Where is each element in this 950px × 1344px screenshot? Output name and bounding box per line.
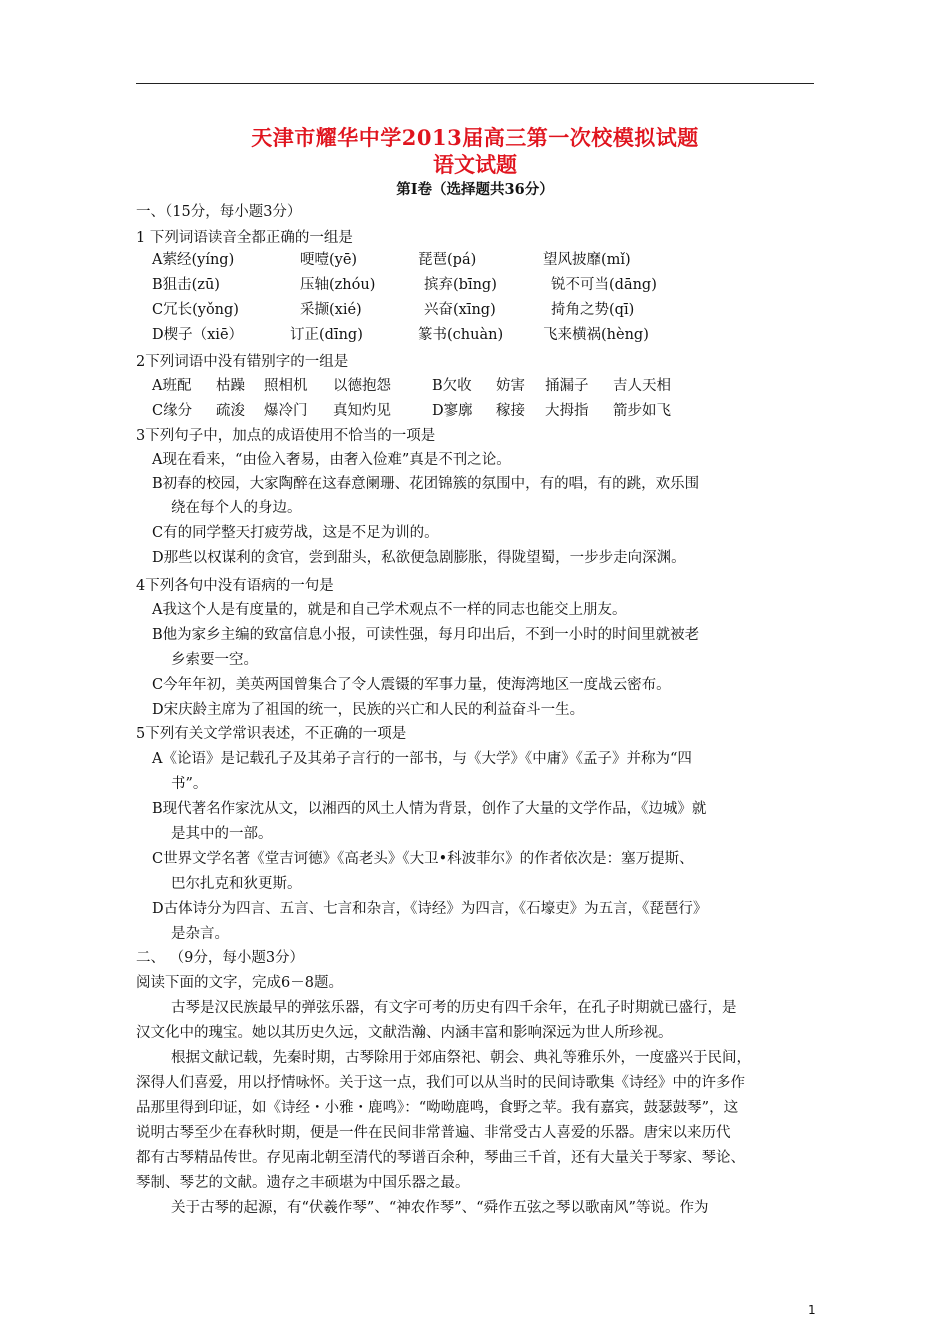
q4-stem: 4下列各句中没有语病的一句是	[136, 578, 334, 594]
q1-c-4: 掎角之势(qī)	[551, 302, 635, 318]
q3-option-d: D那些以权谋利的贪官，尝到甜头，私欲便急剧膨胀，得陇望蜀，一步步走向深渊。	[152, 550, 686, 566]
q5-option-b: B现代著名作家沈从文，以湘西的风土人情为背景，创作了大量的文学作品，《边城》就	[152, 801, 707, 817]
q2-c-4: 真知灼见	[333, 403, 391, 419]
q3-option-a: A现在看来，“由俭入奢易，由奢入俭难”真是不刊之论。	[152, 452, 511, 468]
q3-option-b: B初春的校园，大家陶醉在这春意阑珊、花团锦簇的氛围中，有的唱，有的跳，欢乐围	[152, 476, 700, 492]
q1-a-3: 琵琶(pá)	[418, 252, 477, 268]
q1-d-3: 篆书(chuàn)	[418, 327, 504, 343]
q2-a-2: 枯躁	[216, 378, 245, 394]
q1-a-1: A萦经(yíng)	[152, 252, 235, 268]
exam-subtitle: 语文试题	[433, 152, 517, 177]
q2-d-2: 稼接	[496, 403, 525, 419]
q5-option-d: D古体诗分为四言、五言、七言和杂言，《诗经》为四言，《石壕吏》为五言，《琵琶行》	[152, 901, 708, 917]
passage-line: 说明古琴至少在春秋时期，便是一件在民间非常普遍、非常受古人喜爱的乐器。唐宋以来历代	[136, 1125, 731, 1141]
passage-line: 古琴是汉民族最早的弹弦乐器，有文字可考的历史有四千余年，在孔子时期就已盛行，是	[171, 1000, 737, 1016]
q4-option-c: C今年年初，美英两国曾集合了令人震镊的军事力量，使海湾地区一度战云密布。	[152, 677, 671, 693]
q1-b-4: 锐不可当(dāng)	[551, 277, 657, 293]
q1-a-2: 哽噎(yē)	[300, 252, 358, 268]
reading-intro: 阅读下面的文字，完成6－8题。	[136, 975, 343, 991]
q4-option-b: B他为家乡主编的致富信息小报，可读性强，每月印出后，不到一小时的时间里就被老	[152, 627, 700, 643]
q4-option-b-cont: 乡索要一空。	[171, 652, 258, 668]
passage-line: 关于古琴的起源，有“伏羲作琴”、“神农作琴”、“舜作五弦之琴以歌南风”等说。作为	[171, 1200, 709, 1216]
q2-a-1: A班配	[152, 378, 192, 394]
q5-option-d-cont: 是杂言。	[171, 926, 229, 942]
passage-line: 都有古琴精品传世。存见南北朝至清代的琴谱百余种，琴曲三千首，还有大量关于琴家、琴论、	[136, 1150, 745, 1166]
q1-d-4: 飞来横祸(hèng)	[543, 327, 649, 343]
q2-c-3: 爆冷门	[264, 403, 308, 419]
q3-stem: 3下列句子中，加点的成语使用不恰当的一项是	[136, 428, 436, 444]
q3-option-c: C有的同学整天打疲劳战，这是不足为训的。	[152, 525, 439, 541]
q1-b-3: 摈弃(bīng)	[424, 277, 497, 293]
q5-option-a-cont: 书”。	[171, 776, 208, 792]
q2-b-1: B欠收	[432, 378, 472, 394]
q2-a-4: 以德抱怨	[333, 378, 391, 394]
q1-c-3: 兴奋(xīng)	[424, 302, 496, 318]
q2-b-2: 妨害	[496, 378, 525, 394]
passage-line: 汉文化中的瑰宝。她以其历史久远，文献浩瀚、内涵丰富和影响深远为世人所珍视。	[136, 1025, 673, 1041]
passage-line: 根据文献记载，先秦时期，古琴除用于郊庙祭祀、朝会、典礼等雅乐外，一度盛兴于民间，	[171, 1050, 751, 1066]
q1-a-4: 望风披靡(mǐ)	[543, 252, 631, 268]
section-2-header: 二、 （9分，每小题3分）	[136, 950, 305, 966]
page-number: 1	[808, 1303, 816, 1317]
q2-c-1: C缘分	[152, 403, 193, 419]
q2-d-1: D寥廓	[432, 403, 473, 419]
q4-option-d: D宋庆龄主席为了祖国的统一，民族的兴亡和人民的利益奋斗一生。	[152, 702, 585, 718]
q1-c-1: C冗长(yǒng)	[152, 302, 239, 318]
q1-b-2: 压轴(zhóu)	[300, 277, 376, 293]
q4-option-a: A我这个人是有度量的，就是和自己学术观点不一样的同志也能交上朋友。	[152, 602, 627, 618]
passage-line: 深得人们喜爱，用以抒情咏怀。关于这一点，我们可以从当时的民间诗歌集《诗经》中的许多作	[136, 1075, 745, 1091]
q2-b-3: 捅漏子	[545, 378, 589, 394]
q3-option-b-cont: 绕在每个人的身边。	[171, 500, 302, 516]
q2-d-3: 大拇指	[545, 403, 589, 419]
q5-stem: 5下列有关文学常识表述，不正确的一项是	[136, 726, 407, 742]
volume-heading: 第Ⅰ卷（选择题共36分）	[396, 181, 554, 198]
section-1-header: 一、（15分，每小题3分）	[136, 204, 302, 220]
q5-option-a: A《论语》是记载孔子及其弟子言行的一部书，与《大学》《中庸》《孟子》并称为“四	[152, 751, 692, 767]
q2-b-4: 吉人天相	[613, 378, 671, 394]
passage-line: 品那里得到印证，如《诗经・小雅・鹿鸣》：“呦呦鹿鸣，食野之苹。我有嘉宾，鼓瑟鼓琴”，这	[136, 1100, 739, 1116]
q2-d-4: 箭步如飞	[613, 403, 671, 419]
q2-c-2: 疏浚	[216, 403, 245, 419]
q1-d-2: 订正(dīng)	[290, 327, 363, 343]
q1-d-1: D楔子（xiē）	[152, 327, 244, 343]
exam-title: 天津市耀华中学2013届高三第一次校模拟试题	[251, 125, 699, 150]
q2-a-3: 照相机	[264, 378, 308, 394]
header-rule	[136, 83, 814, 84]
q5-option-c-cont: 巴尔扎克和狄更斯。	[171, 876, 302, 892]
q1-stem: 1 下列词语读音全都正确的一组是	[136, 230, 353, 246]
q5-option-c: C世界文学名著《堂吉诃德》《高老头》《大卫•科波菲尔》的作者依次是：塞万提斯、	[152, 851, 694, 867]
q2-stem: 2下列词语中没有错别字的一组是	[136, 354, 349, 370]
q1-b-1: B狙击(zū)	[152, 277, 220, 293]
passage-line: 琴制、琴艺的文献。遗存之丰硕堪为中国乐器之最。	[136, 1175, 470, 1191]
q5-option-b-cont: 是其中的一部。	[171, 826, 273, 842]
q1-c-2: 采撷(xié)	[300, 302, 362, 318]
